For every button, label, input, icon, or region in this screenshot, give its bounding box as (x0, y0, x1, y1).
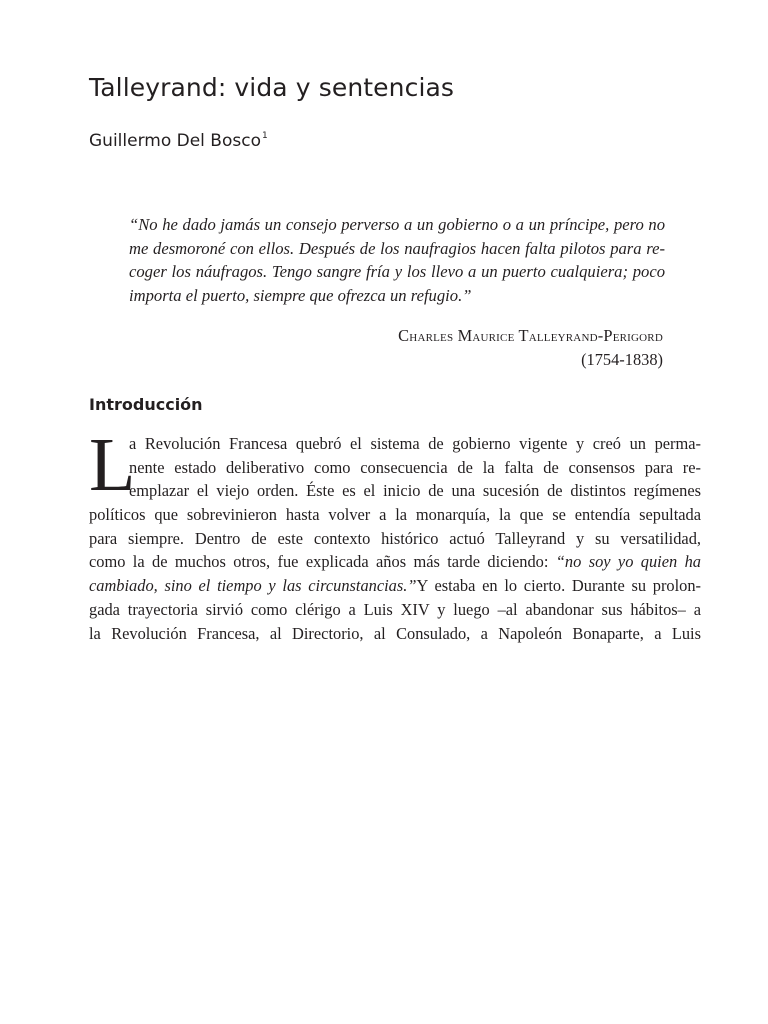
body-line (89, 574, 701, 598)
author-name: Guillermo Del Bosco (89, 131, 261, 151)
footnote-mark[interactable]: 1 (261, 131, 268, 141)
body-line: gada trayectoria sirvió como clérigo a Luis XIV y luego –al abandonar sus hábitos– a (89, 599, 701, 619)
body-text-segment: como la de muchos otros, fue explicada años más tarde diciendo: (89, 552, 549, 572)
epigraph-quote (129, 213, 665, 308)
epigraph-line: “No he dado jamás un consejo perverso a un gobierno o a un príncipe, pero no (129, 215, 665, 234)
section-heading: Introducción (89, 395, 203, 414)
epigraph-line: me desmoroné con ellos. Después de los naufragios hacen falta pilotos para re- (129, 238, 665, 258)
quote-italic-start: “no soy yo quien ha (555, 552, 701, 572)
body-line: emplazar el viejo orden. Éste es el inicio de una sucesión de distintos regímenes (129, 481, 701, 501)
article-author (89, 122, 268, 155)
drop-cap: L (89, 423, 136, 507)
epigraph-line: coger los náufragos. Tengo sangre fría y los llevo a un puerto cualquiera; poco (129, 262, 665, 282)
body-line: a Revolución Francesa quebró el sistema de gobierno vigente y creó un perma- (129, 434, 701, 453)
attribution-years: (1754-1838) (581, 350, 663, 369)
quote-italic-end: cambiado, sino el tiempo y las circunstancias.” (89, 576, 417, 596)
epigraph-line: importa el puerto, siempre que ofrezca un refugio.” (129, 286, 472, 306)
body-line: la Revolución Francesa, al Directorio, al Consulado, a Napoleón Bonaparte, a Luis (89, 623, 701, 643)
body-paragraph (89, 423, 701, 645)
attribution-name: Charles Maurice Talleyrand-Perigord (398, 326, 663, 345)
body-line: políticos que sobrevinieron hasta volver a la monarquía, la que se entendía sepultada (89, 505, 701, 525)
body-text-segment: Y estaba en lo cierto. Durante su prolon- (416, 576, 701, 596)
body-line: para siempre. Dentro de este contexto histórico actuó Talleyrand y su versatilidad, (89, 528, 701, 548)
article-title: Talleyrand: vida y sentencias (89, 73, 455, 102)
body-line (89, 550, 701, 574)
body-line: nente estado deliberativo como consecuencia de la falta de consensos para re- (129, 457, 701, 477)
epigraph-attribution (398, 324, 663, 372)
